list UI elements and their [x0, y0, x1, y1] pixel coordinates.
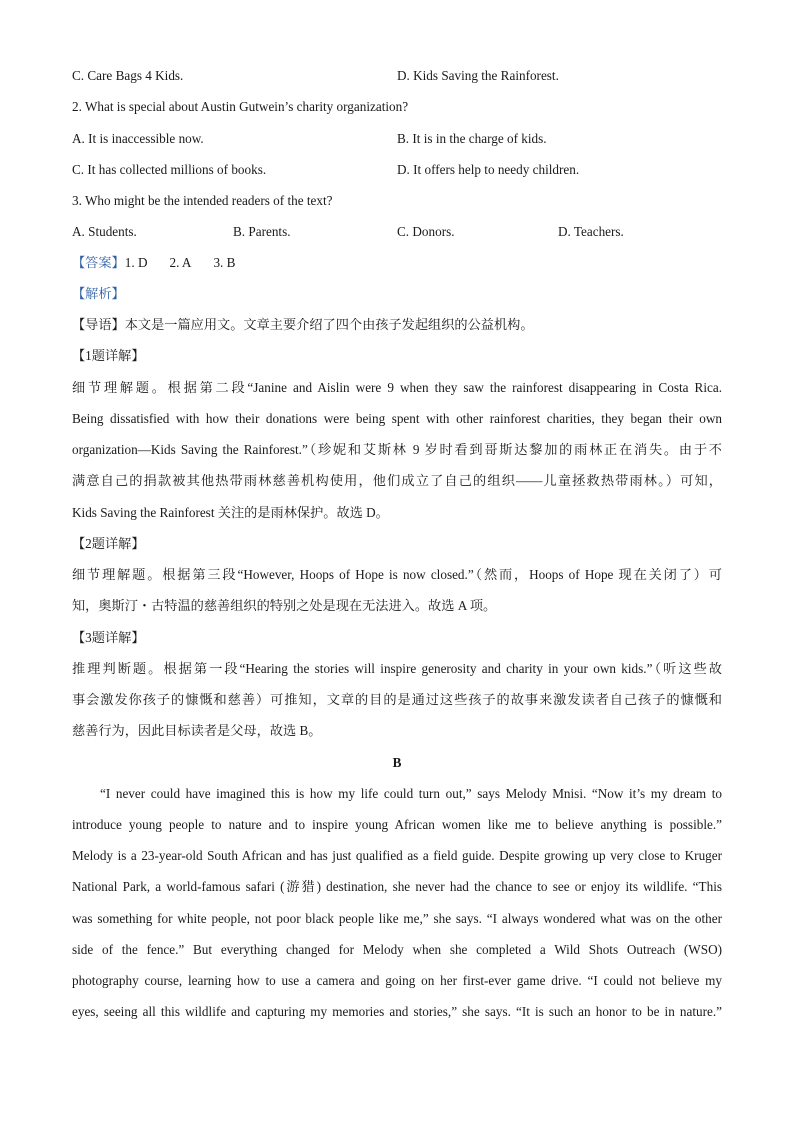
- detail-2-line: 知，奥斯汀・古特温的慈善组织的特别之处是现在无法进入。故选 A 项。: [72, 598, 497, 613]
- analysis-label: 【解析】: [72, 286, 125, 301]
- q2-stem: 2. What is special about Austin Gutwein’s charity organization?: [72, 99, 409, 114]
- passage-line: Melody is a 23-year-old South African and has just qualified as a field guide. Despite growing up very close to Kruger: [72, 848, 722, 863]
- detail-2-line: 细节理解题。根据第三段“However, Hoops of Hope is now closed.”（然而，Hoops of Hope 现在关闭了）可: [72, 567, 722, 582]
- detail-1-line: Being dissatisfied with how their donations were being spent with other rainforest charities, they began their own: [72, 411, 722, 426]
- passage-line: was something for white people, not poor black people like me,” she says. “I always wondered what was on the other: [72, 911, 722, 926]
- q1-option-d: D. Kids Saving the Rainforest.: [397, 68, 559, 83]
- q3-stem: 3. Who might be the intended readers of the text?: [72, 193, 333, 208]
- guide-text: 【导语】本文是一篇应用文。文章主要介绍了四个由孩子发起组织的公益机构。: [72, 317, 534, 332]
- answer-1: 1. D: [124, 255, 148, 270]
- section-b-title: B: [392, 755, 402, 770]
- q3-option-d: D. Teachers.: [558, 224, 624, 239]
- detail-1-line: 细节理解题。根据第二段“Janine and Aislin were 9 when they saw the rainforest disappearing in Costa Rica.: [72, 380, 722, 395]
- q3-option-b: B. Parents.: [233, 224, 291, 239]
- passage-line: introduce young people to nature and to inspire young African women like me to believe anything is possible.”: [72, 817, 722, 832]
- passage-line: photography course, learning how to use a camera and going on her first-ever game drive. “I could not believe my: [72, 973, 722, 988]
- q3-option-a: A. Students.: [72, 224, 137, 239]
- detail-1-line: 满意自己的捐款被其他热带雨林慈善机构使用，他们成立了自己的组织——儿童拯救热带雨林。）可知，: [72, 473, 722, 488]
- detail-1-line: Kids Saving the Rainforest 关注的是雨林保护。故选 D。: [72, 505, 389, 520]
- detail-3-line: 慈善行为，因此目标读者是父母，故选 B。: [72, 723, 322, 738]
- q1-option-c: C. Care Bags 4 Kids.: [72, 68, 184, 83]
- answer-label: 【答案】: [72, 255, 125, 270]
- passage-line: “I never could have imagined this is how my life could turn out,” says Melody Mnisi. “Now it’s my dream to: [100, 786, 722, 801]
- q2-option-d: D. It offers help to needy children.: [397, 162, 580, 177]
- q2-option-c: C. It has collected millions of books.: [72, 162, 267, 177]
- passage-line: side of the fence.” But everything changed for Melody when she completed a Wild Shots Outreach (WSO): [72, 942, 722, 957]
- detail-3-heading: 【3题详解】: [72, 630, 145, 645]
- answer-3: 3. B: [213, 255, 236, 270]
- answer-2: 2. A: [169, 255, 192, 270]
- passage-line: National Park, a world-famous safari (游猎) destination, she never had the chance to see or enjoy its wildlife. “This: [72, 879, 722, 894]
- q3-option-c: C. Donors.: [397, 224, 455, 239]
- q2-option-a: A. It is inaccessible now.: [72, 131, 204, 146]
- detail-1-heading: 【1题详解】: [72, 348, 145, 363]
- detail-3-line: 事会激发你孩子的慷慨和慈善）可推知，文章的目的是通过这些孩子的故事来激发读者自己孩子的慷慨和: [72, 692, 722, 707]
- detail-3-line: 推理判断题。根据第一段“Hearing the stories will inspire generosity and charity in your own kids.”（听这些故: [72, 661, 722, 676]
- detail-1-line: organization—Kids Saving the Rainforest.”（珍妮和艾斯林 9 岁时看到哥斯达黎加的雨林正在消失。由于不: [72, 442, 722, 457]
- passage-line: eyes, seeing all this wildlife and capturing my memories and stories,” she says. “It is such an honor to be in nature.”: [72, 1004, 722, 1019]
- q2-option-b: B. It is in the charge of kids.: [397, 131, 547, 146]
- answer-line: [72, 253, 257, 273]
- detail-2-heading: 【2题详解】: [72, 536, 145, 551]
